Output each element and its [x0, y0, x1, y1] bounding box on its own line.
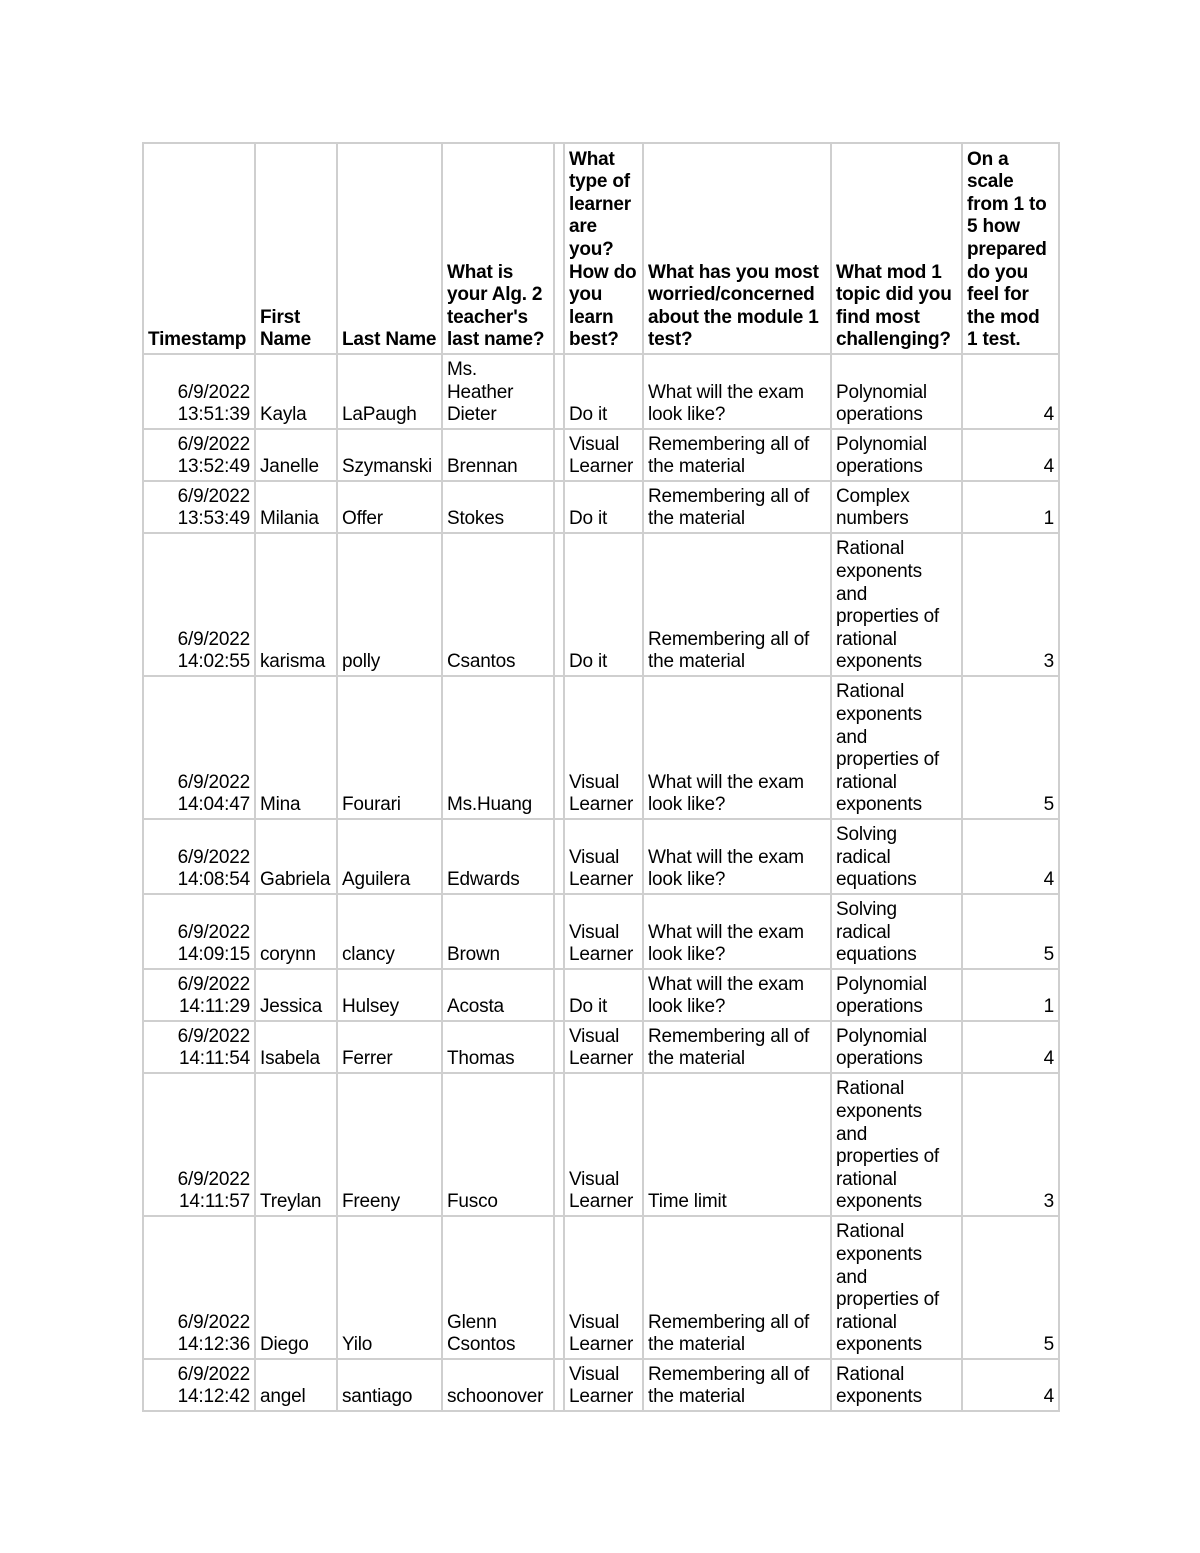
- cell-learner-type: Visual Learner: [564, 429, 643, 481]
- cell-prepared: 1: [962, 969, 1059, 1021]
- cell-learner-type: Visual Learner: [564, 1359, 643, 1411]
- cell-prepared: 4: [962, 1021, 1059, 1073]
- cell-prepared: 1: [962, 481, 1059, 533]
- table-row: [143, 969, 1059, 1021]
- cell-spacer: [554, 819, 564, 894]
- cell-spacer: [554, 1073, 564, 1216]
- cell-first-name: corynn: [255, 894, 337, 969]
- cell-worry: Remembering all of the material: [643, 1021, 831, 1073]
- header-worry: What has you most worried/concerned about the module 1 test?: [643, 143, 831, 354]
- table-body: [143, 354, 1059, 1411]
- cell-topic: Rational exponents and properties of rational exponents: [831, 676, 962, 819]
- table-row: [143, 1021, 1059, 1073]
- cell-first-name: Diego: [255, 1216, 337, 1359]
- cell-last-name: santiago: [337, 1359, 442, 1411]
- cell-teacher: Brennan: [442, 429, 554, 481]
- table-row: [143, 429, 1059, 481]
- cell-spacer: [554, 969, 564, 1021]
- cell-topic: Polynomial operations: [831, 354, 962, 429]
- cell-worry: Remembering all of the material: [643, 481, 831, 533]
- cell-learner-type: Visual Learner: [564, 894, 643, 969]
- cell-teacher: Fusco: [442, 1073, 554, 1216]
- table-row: [143, 1073, 1059, 1216]
- table-row: [143, 819, 1059, 894]
- cell-teacher: Edwards: [442, 819, 554, 894]
- cell-spacer: [554, 429, 564, 481]
- cell-spacer: [554, 481, 564, 533]
- cell-spacer: [554, 1216, 564, 1359]
- cell-worry: Remembering all of the material: [643, 429, 831, 481]
- cell-learner-type: Visual Learner: [564, 1216, 643, 1359]
- header-topic: What mod 1 topic did you find most challenging?: [831, 143, 962, 354]
- table-row: [143, 676, 1059, 819]
- cell-last-name: LaPaugh: [337, 354, 442, 429]
- cell-timestamp: 6/9/2022 13:53:49: [143, 481, 255, 533]
- cell-prepared: 3: [962, 533, 1059, 676]
- cell-teacher: Glenn Csontos: [442, 1216, 554, 1359]
- cell-learner-type: Visual Learner: [564, 1021, 643, 1073]
- cell-spacer: [554, 676, 564, 819]
- cell-first-name: Jessica: [255, 969, 337, 1021]
- cell-worry: What will the exam look like?: [643, 969, 831, 1021]
- cell-last-name: Yilo: [337, 1216, 442, 1359]
- cell-prepared: 4: [962, 354, 1059, 429]
- header-timestamp: Timestamp: [143, 143, 255, 354]
- cell-teacher: Stokes: [442, 481, 554, 533]
- table-row: [143, 533, 1059, 676]
- cell-last-name: polly: [337, 533, 442, 676]
- cell-spacer: [554, 354, 564, 429]
- table-row: [143, 1359, 1059, 1411]
- cell-topic: Complex numbers: [831, 481, 962, 533]
- cell-timestamp: 6/9/2022 14:12:42: [143, 1359, 255, 1411]
- header-prepared: On a scale from 1 to 5 how prepared do you feel for the mod 1 test.: [962, 143, 1059, 354]
- cell-topic: Solving radical equations: [831, 819, 962, 894]
- cell-teacher: Ms.Huang: [442, 676, 554, 819]
- cell-timestamp: 6/9/2022 14:04:47: [143, 676, 255, 819]
- cell-worry: Remembering all of the material: [643, 533, 831, 676]
- cell-learner-type: Visual Learner: [564, 819, 643, 894]
- cell-teacher: Thomas: [442, 1021, 554, 1073]
- cell-timestamp: 6/9/2022 14:12:36: [143, 1216, 255, 1359]
- cell-first-name: Isabela: [255, 1021, 337, 1073]
- table-row: [143, 1216, 1059, 1359]
- cell-worry: What will the exam look like?: [643, 676, 831, 819]
- cell-spacer: [554, 1021, 564, 1073]
- cell-worry: Remembering all of the material: [643, 1359, 831, 1411]
- cell-teacher: Csantos: [442, 533, 554, 676]
- cell-last-name: Aguilera: [337, 819, 442, 894]
- cell-learner-type: Visual Learner: [564, 1073, 643, 1216]
- cell-topic: Polynomial operations: [831, 429, 962, 481]
- cell-timestamp: 6/9/2022 14:08:54: [143, 819, 255, 894]
- survey-table: [142, 142, 1060, 1412]
- cell-learner-type: Do it: [564, 533, 643, 676]
- cell-last-name: clancy: [337, 894, 442, 969]
- cell-prepared: 4: [962, 819, 1059, 894]
- cell-topic: Rational exponents: [831, 1359, 962, 1411]
- cell-worry: Time limit: [643, 1073, 831, 1216]
- cell-prepared: 4: [962, 429, 1059, 481]
- cell-last-name: Szymanski: [337, 429, 442, 481]
- cell-first-name: Kayla: [255, 354, 337, 429]
- cell-worry: What will the exam look like?: [643, 894, 831, 969]
- cell-timestamp: 6/9/2022 13:51:39: [143, 354, 255, 429]
- cell-topic: Rational exponents and properties of rational exponents: [831, 533, 962, 676]
- cell-topic: Rational exponents and properties of rational exponents: [831, 1073, 962, 1216]
- header-spacer: [554, 143, 564, 354]
- cell-first-name: Milania: [255, 481, 337, 533]
- cell-last-name: Freeny: [337, 1073, 442, 1216]
- cell-teacher: Ms. Heather Dieter: [442, 354, 554, 429]
- cell-first-name: Janelle: [255, 429, 337, 481]
- cell-topic: Solving radical equations: [831, 894, 962, 969]
- cell-topic: Rational exponents and properties of rational exponents: [831, 1216, 962, 1359]
- cell-timestamp: 6/9/2022 14:09:15: [143, 894, 255, 969]
- cell-teacher: Brown: [442, 894, 554, 969]
- header-first-name: First Name: [255, 143, 337, 354]
- cell-prepared: 5: [962, 894, 1059, 969]
- cell-worry: What will the exam look like?: [643, 819, 831, 894]
- cell-timestamp: 6/9/2022 13:52:49: [143, 429, 255, 481]
- cell-learner-type: Do it: [564, 481, 643, 533]
- cell-learner-type: Do it: [564, 354, 643, 429]
- cell-timestamp: 6/9/2022 14:02:55: [143, 533, 255, 676]
- cell-timestamp: 6/9/2022 14:11:54: [143, 1021, 255, 1073]
- cell-first-name: Treylan: [255, 1073, 337, 1216]
- header-learner-type: What type of learner are you? How do you learn best?: [564, 143, 643, 354]
- cell-topic: Polynomial operations: [831, 1021, 962, 1073]
- cell-spacer: [554, 894, 564, 969]
- cell-timestamp: 6/9/2022 14:11:29: [143, 969, 255, 1021]
- cell-worry: Remembering all of the material: [643, 1216, 831, 1359]
- header-teacher: What is your Alg. 2 teacher's last name?: [442, 143, 554, 354]
- cell-teacher: schoonover: [442, 1359, 554, 1411]
- cell-first-name: Mina: [255, 676, 337, 819]
- cell-teacher: Acosta: [442, 969, 554, 1021]
- cell-worry: What will the exam look like?: [643, 354, 831, 429]
- header-last-name: Last Name: [337, 143, 442, 354]
- table-row: [143, 354, 1059, 429]
- cell-learner-type: Do it: [564, 969, 643, 1021]
- cell-prepared: 5: [962, 1216, 1059, 1359]
- cell-first-name: Gabriela: [255, 819, 337, 894]
- cell-prepared: 5: [962, 676, 1059, 819]
- cell-first-name: angel: [255, 1359, 337, 1411]
- cell-last-name: Hulsey: [337, 969, 442, 1021]
- table-row: [143, 894, 1059, 969]
- cell-prepared: 4: [962, 1359, 1059, 1411]
- cell-learner-type: Visual Learner: [564, 676, 643, 819]
- cell-last-name: Fourari: [337, 676, 442, 819]
- table-row: [143, 481, 1059, 533]
- header-row: [143, 143, 1059, 354]
- cell-first-name: karisma: [255, 533, 337, 676]
- cell-topic: Polynomial operations: [831, 969, 962, 1021]
- cell-spacer: [554, 1359, 564, 1411]
- cell-prepared: 3: [962, 1073, 1059, 1216]
- cell-last-name: Offer: [337, 481, 442, 533]
- cell-last-name: Ferrer: [337, 1021, 442, 1073]
- cell-spacer: [554, 533, 564, 676]
- cell-timestamp: 6/9/2022 14:11:57: [143, 1073, 255, 1216]
